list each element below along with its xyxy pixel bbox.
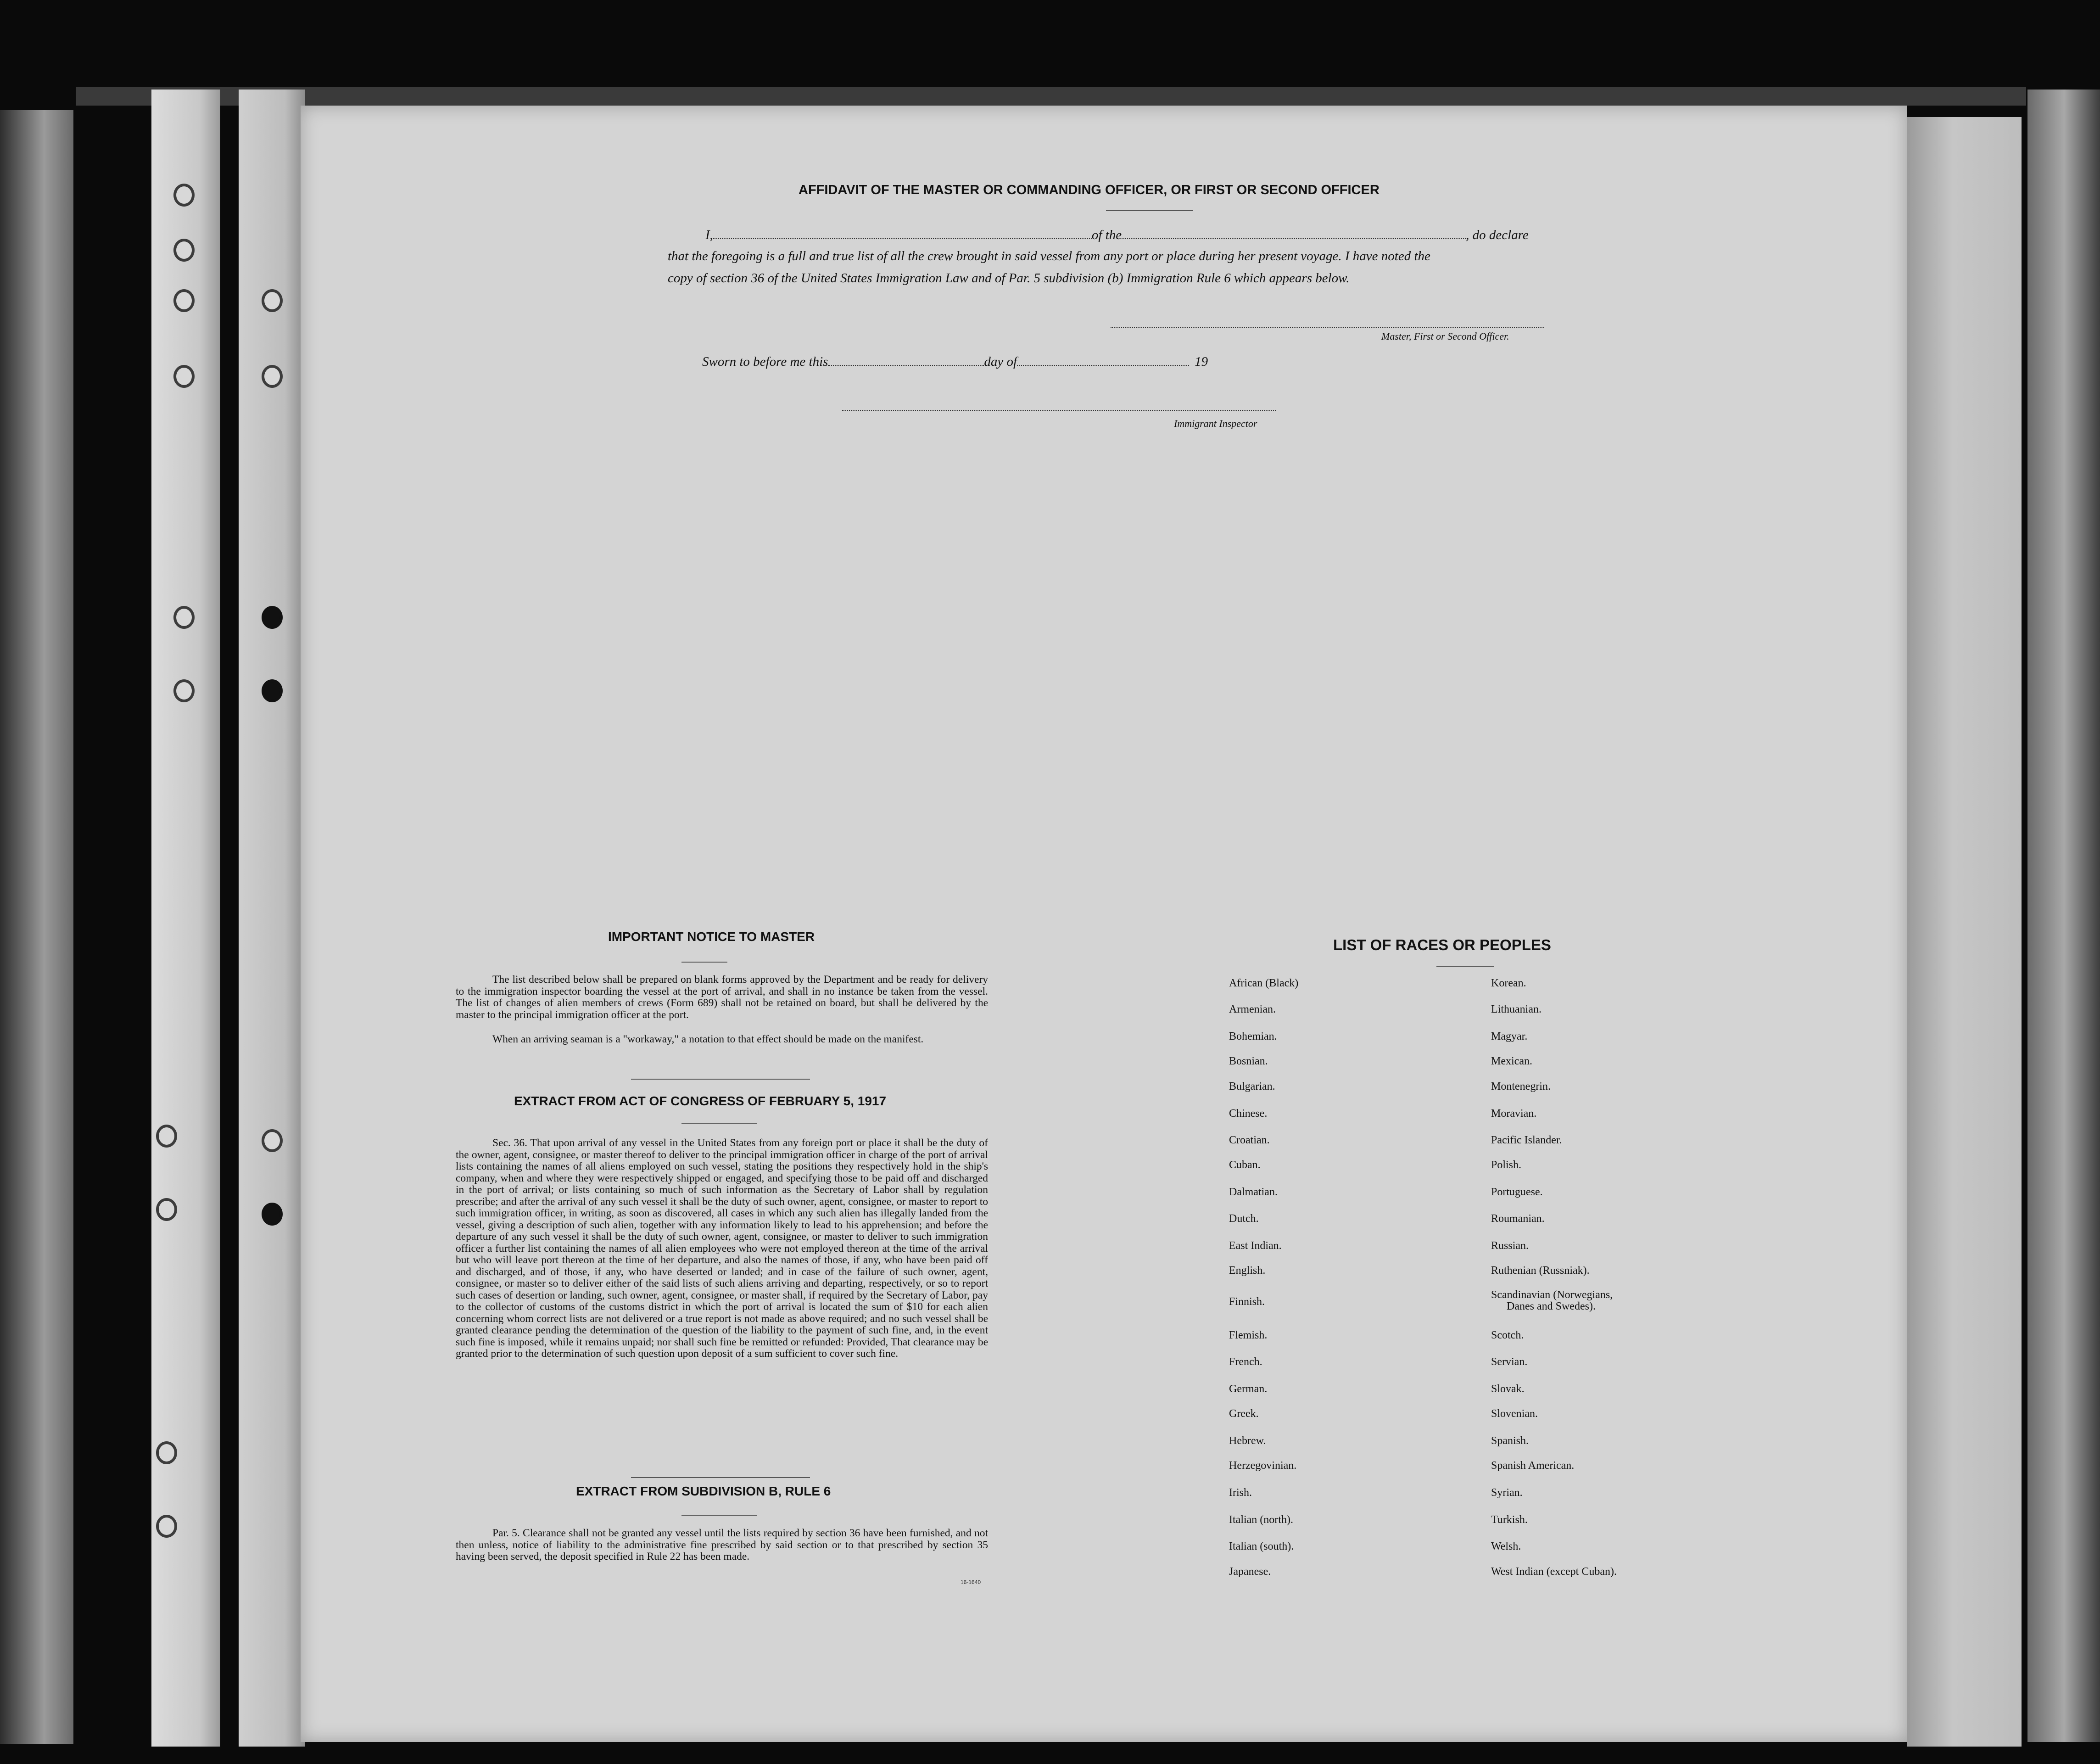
affidavit-i: I, bbox=[705, 228, 713, 242]
binder-strip-left bbox=[151, 90, 220, 1747]
extract-act-divider bbox=[681, 1123, 757, 1124]
punch-hole bbox=[156, 1198, 177, 1221]
race-left: African (Black) bbox=[1229, 977, 1299, 989]
race-left: Dalmatian. bbox=[1229, 1186, 1278, 1198]
affidavit-line-2: that the foregoing is a full and true list of all the crew brought in said vessel from any port or place during her present voyage. I have noted the bbox=[668, 249, 1430, 263]
punch-hole bbox=[173, 679, 195, 702]
race-right: Scandinavian (Norwegians, bbox=[1491, 1289, 1613, 1301]
punch-hole bbox=[262, 679, 283, 702]
race-left: German. bbox=[1229, 1383, 1268, 1395]
races-divider bbox=[1436, 966, 1494, 967]
master-caption: Master, First or Second Officer. bbox=[1381, 330, 1509, 342]
form-code: 16-1640 bbox=[961, 1579, 981, 1585]
punch-hole bbox=[173, 289, 195, 312]
race-right-continuation: Danes and Swedes). bbox=[1507, 1300, 1596, 1312]
extract-rule-title: EXTRACT FROM SUBDIVISION B, RULE 6 bbox=[576, 1484, 831, 1498]
punch-hole bbox=[173, 365, 195, 388]
binder-strip-right bbox=[1907, 117, 2022, 1747]
inspector-signature-line[interactable] bbox=[842, 410, 1276, 411]
binder-strip-left-inner bbox=[239, 90, 305, 1747]
race-left: English. bbox=[1229, 1265, 1266, 1277]
race-left: Armenian. bbox=[1229, 1003, 1276, 1015]
name-blank[interactable] bbox=[713, 228, 1092, 239]
race-right: Servian. bbox=[1491, 1356, 1528, 1368]
affidavit-declare: , do declare bbox=[1466, 228, 1529, 242]
punch-hole bbox=[262, 1129, 283, 1152]
extract-rule-divider bbox=[681, 1515, 757, 1516]
affidavit-line-1 bbox=[705, 228, 1529, 243]
title-divider bbox=[1106, 210, 1193, 211]
affidavit-of-the: of the bbox=[1091, 228, 1122, 242]
race-right: Moravian. bbox=[1491, 1108, 1537, 1120]
race-right: Polish. bbox=[1491, 1159, 1522, 1171]
punch-hole bbox=[156, 1125, 177, 1148]
binder-top-edge bbox=[76, 87, 2026, 106]
punch-hole bbox=[173, 184, 195, 207]
race-left: Italian (south). bbox=[1229, 1540, 1294, 1552]
race-left: Cuban. bbox=[1229, 1159, 1261, 1171]
extract-rule-text: Par. 5. Clearance shall not be granted any vessel until the lists required by section 36 have been furnished, and not then unless, notice of liability to the administrative fine prescribed by said section or to that prescribed by section 35 having been served, the deposit specified in Rule 22 has been made. bbox=[456, 1527, 988, 1562]
race-right: Lithuanian. bbox=[1491, 1003, 1541, 1015]
race-right: Turkish. bbox=[1491, 1514, 1528, 1526]
day-of-label: day of bbox=[984, 354, 1017, 369]
punch-hole bbox=[156, 1515, 177, 1538]
sworn-label: Sworn to before me this bbox=[702, 354, 828, 369]
race-left: East Indian. bbox=[1229, 1240, 1282, 1252]
race-left: Dutch. bbox=[1229, 1213, 1259, 1225]
sworn-day-blank[interactable] bbox=[828, 355, 984, 366]
extract-rule-top-divider bbox=[631, 1477, 810, 1478]
punch-hole bbox=[262, 1203, 283, 1226]
race-right: Spanish. bbox=[1491, 1435, 1529, 1447]
race-right: Montenegrin. bbox=[1491, 1081, 1551, 1092]
race-right: Syrian. bbox=[1491, 1487, 1523, 1499]
race-left: Greek. bbox=[1229, 1408, 1259, 1420]
races-title: LIST OF RACES OR PEOPLES bbox=[1333, 936, 1551, 953]
race-left: Herzegovinian. bbox=[1229, 1460, 1297, 1472]
vessel-blank[interactable] bbox=[1122, 228, 1466, 239]
race-right: Scotch. bbox=[1491, 1329, 1524, 1341]
punch-hole bbox=[262, 289, 283, 312]
race-right: Slovenian. bbox=[1491, 1408, 1538, 1420]
extract-act-title: EXTRACT FROM ACT OF CONGRESS OF FEBRUARY 5, 1917 bbox=[514, 1094, 887, 1108]
race-left: Italian (north). bbox=[1229, 1514, 1293, 1526]
year-label: 19 bbox=[1195, 354, 1208, 369]
sworn-line bbox=[702, 354, 1208, 370]
extract-act-text: Sec. 36. That upon arrival of any vessel in the United States from any foreign port or place it shall be the duty of the owner, agent, consignee, or master thereof to deliver to the principal immigration officer in charge of the port of arrival lists containing the names of all aliens employed on such vessel, stating the positions they respectively hold in the ship's company, when and where they were respectively shipped or engaged, and specifying those to be paid off and discharged in the port of arrival; or lists containing so much of such information as the Secretary of Labor shall by regulation prescribe; and after the arrival of any such vessel it shall be the duty of such owner, agent, consignee, or master to report to such immigration officer, in writing, as soon as discovered, all cases in which any such alien has illegally landed from the vessel, giving a description of such alien, together with any information likely to lead to his apprehension; and before the departure of any such vessel it shall be the duty of such owner, agent, consignee, or master to deliver to such immigration officer a further list containing the names of all alien employees who were not employed thereon at the time of the arrival but who will leave port thereon at the time of her departure, and also the names of those, if any, who have been paid off and discharged, and of those, if any, who have deserted or landed; and in case of the failure of such owner, agent, consignee, or master so to deliver either of the said lists of such aliens arriving and departing, respectively, or so to report such cases of desertion or landing, such owner, agent, consignee, or master shall, if required by the Secretary of Labor, pay to the collector of customs of the customs district in which the port of arrival is located the sum of $10 for each alien concerning whom correct lists are not delivered or a true report is not made as above required; and no such vessel shall be granted clearance pending the determination of the question of the liability to the payment of such fine, and, in the event such fine is imposed, while it remains unpaid; nor shall such fine be remitted or refunded: Provided, That clearance may be granted prior to the determination of such question upon deposit of a sum sufficient to cover such fine. bbox=[456, 1137, 988, 1360]
race-right: Korean. bbox=[1491, 977, 1526, 989]
race-right: Pacific Islander. bbox=[1491, 1134, 1562, 1146]
punch-hole bbox=[173, 606, 195, 629]
notice-paragraph-2: When an arriving seaman is a "workaway," a notation to that effect should be made on the manifest. bbox=[492, 1033, 924, 1045]
notice-divider bbox=[681, 962, 727, 963]
race-right: West Indian (except Cuban). bbox=[1491, 1566, 1617, 1578]
affidavit-line-3: copy of section 36 of the United States Immigration Law and of Par. 5 subdivision (b) Immigration Rule 6 which appears below. bbox=[668, 271, 1350, 286]
race-right: Slovak. bbox=[1491, 1383, 1525, 1395]
race-left: Hebrew. bbox=[1229, 1435, 1266, 1447]
notice-title: IMPORTANT NOTICE TO MASTER bbox=[608, 930, 815, 944]
race-left: Bulgarian. bbox=[1229, 1081, 1275, 1092]
punch-hole bbox=[156, 1441, 177, 1464]
binder-strip-far-right bbox=[2027, 90, 2100, 1742]
master-signature-line[interactable] bbox=[1111, 327, 1544, 328]
race-left: Bosnian. bbox=[1229, 1055, 1268, 1067]
race-right: Russian. bbox=[1491, 1240, 1529, 1252]
punch-hole bbox=[262, 606, 283, 629]
race-left: Croatian. bbox=[1229, 1134, 1270, 1146]
form-page bbox=[301, 106, 1907, 1742]
race-left: Flemish. bbox=[1229, 1329, 1268, 1341]
notice-bottom-divider bbox=[631, 1079, 810, 1080]
punch-hole bbox=[262, 365, 283, 388]
race-right: Mexican. bbox=[1491, 1055, 1532, 1067]
race-left: Bohemian. bbox=[1229, 1030, 1277, 1042]
notice-paragraph-1: The list described below shall be prepared on blank forms approved by the Department and be ready for delivery to the immigration inspector boarding the vessel at the port of arrival, and shall in no instance be taken from the vessel. The list of changes of alien members of crews (Form 689) shall not be retained on board, but shall be delivered by the master to the principal immigration officer at the port. bbox=[456, 974, 988, 1021]
affidavit-title: AFFIDAVIT OF THE MASTER OR COMMANDING OFFICER, OR FIRST OR SECOND OFFICER bbox=[799, 183, 1380, 197]
race-right: Welsh. bbox=[1491, 1540, 1521, 1552]
race-right: Ruthenian (Russniak). bbox=[1491, 1265, 1590, 1277]
binder-strip-far-left bbox=[0, 110, 73, 1744]
race-left: French. bbox=[1229, 1356, 1262, 1368]
race-right: Roumanian. bbox=[1491, 1213, 1545, 1225]
race-left: Irish. bbox=[1229, 1487, 1252, 1499]
punch-hole bbox=[173, 239, 195, 262]
race-right: Portuguese. bbox=[1491, 1186, 1543, 1198]
race-right: Magyar. bbox=[1491, 1030, 1528, 1042]
race-left: Finnish. bbox=[1229, 1296, 1265, 1308]
race-right: Spanish American. bbox=[1491, 1460, 1575, 1472]
sworn-month-blank[interactable] bbox=[1017, 355, 1189, 366]
race-left: Chinese. bbox=[1229, 1108, 1268, 1120]
race-left: Japanese. bbox=[1229, 1566, 1271, 1578]
inspector-caption: Immigrant Inspector bbox=[1174, 418, 1257, 429]
